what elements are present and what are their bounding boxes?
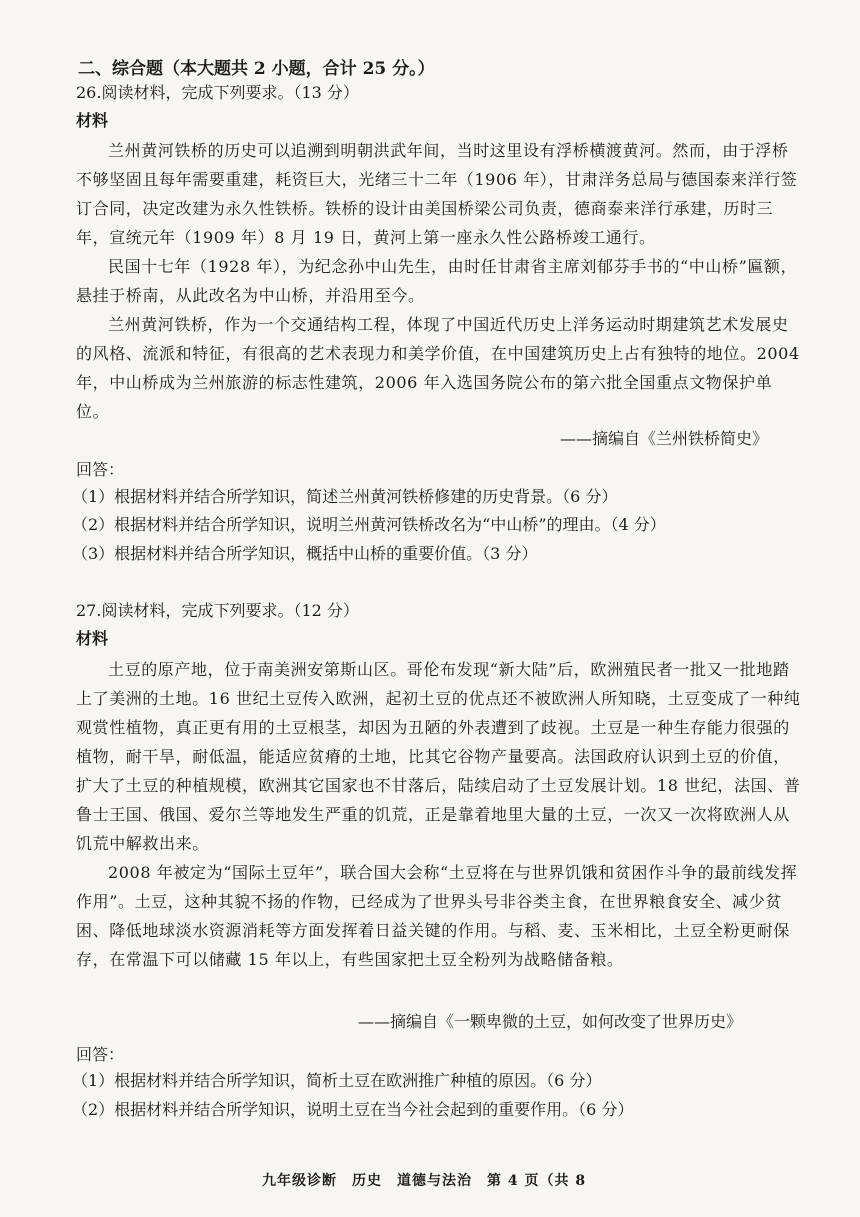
- section-title: 二、综合题（本大题共 2 小题，合计 25 分。）: [78, 59, 435, 79]
- q26-question-2: （2）根据材料并结合所学知识，说明兰州黄河铁桥改名为“中山桥”的理由。（4 分）: [72, 515, 666, 534]
- q27-material: [76, 655, 802, 974]
- q27-answer-label: 回答：: [76, 1045, 125, 1064]
- q26-material: [76, 136, 802, 426]
- q26-question-3: （3）根据材料并结合所学知识，概括中山桥的重要价值。（3 分）: [72, 544, 538, 563]
- q27-material-label: 材料: [76, 629, 109, 648]
- q26-answer-label: 回答：: [76, 460, 125, 479]
- q26-question-1: （1）根据材料并结合所学知识，简述兰州黄河铁桥修建的历史背景。（6 分）: [72, 487, 618, 506]
- q27-question-2: （2）根据材料并结合所学知识，说明土豆在当今社会起到的重要作用。（6 分）: [72, 1100, 634, 1119]
- q27-heading: 27.阅读材料，完成下列要求。（12 分）: [76, 601, 359, 620]
- q26-paragraph-3: 兰州黄河铁桥，作为一个交通结构工程，体现了中国近代历史上洋务运动时期建筑艺术发展史的风格、流派和特征，有很高的艺术表现力和美学价值，在中国建筑历史上占有独特的地位。2004 年，中山桥成为兰州旅游的标志性建筑，2006 年入选国务院公布的第六批全国重点文物保护单位。: [76, 315, 800, 421]
- q27-source: ——摘编自《一颗卑微的土豆，如何改变了世界历史》: [358, 1012, 743, 1031]
- q27-paragraph-2: 2008 年被定为“国际土豆年”，联合国大会称“土豆将在与世界饥饿和贫困作斗争的最前线发挥作用”。土豆，这种其貌不扬的作物，已经成为了世界头号非谷类主食，在世界粮食安全、减少贫困、降低地球淡水资源消耗等方面发挥着日益关键的作用。与稻、麦、玉米相比，土豆全粉更耐保存，在常温下可以储藏 15 年以上，有些国家把土豆全粉列为战略储备粮。: [76, 863, 798, 969]
- q26-paragraph-1: 兰州黄河铁桥的历史可以追溯到明朝洪武年间，当时这里设有浮桥横渡黄河。然而，由于浮桥不够坚固且每年需要重建，耗资巨大，光绪三十二年（1906 年），甘肃洋务总局与德国泰来洋行签订合同，决定改建为永久性铁桥。铁桥的设计由美国桥梁公司负责，德商泰来洋行承建，历时三年，宣统元年（1909 年）8 月 19 日，黄河上第一座永久性公路桥竣工通行。: [76, 141, 798, 247]
- q26-source: ——摘编自《兰州铁桥简史》: [560, 429, 769, 448]
- q26-material-label: 材料: [76, 111, 109, 130]
- q27-question-1: （1）根据材料并结合所学知识，简析土豆在欧洲推广种植的原因。（6 分）: [72, 1071, 602, 1090]
- q27-paragraph-1: 土豆的原产地，位于南美洲安第斯山区。哥伦布发现“新大陆”后，欧洲殖民者一批又一批地踏上了美洲的土地。16 世纪土豆传入欧洲，起初土豆的优点还不被欧洲人所知晓，土豆变成了一种纯观赏性植物，真正更有用的土豆根茎，却因为丑陋的外表遭到了歧视。土豆是一种生存能力很强的植物，耐干旱，耐低温，能适应贫瘠的土地，比其它谷物产量要高。法国政府认识到土豆的价值，扩大了土豆的种植规模，欧洲其它国家也不甘落后，陆续启动了土豆发展计划。18 世纪，法国、普鲁士王国、俄国、爱尔兰等地发生严重的饥荒，正是靠着地里大量的土豆，一次又一次将欧洲人从饥荒中解救出来。: [76, 660, 801, 853]
- page-footer: 九年级诊断 历史 道德与法治 第 4 页（共 8: [262, 1173, 587, 1189]
- q26-heading: 26.阅读材料，完成下列要求。（13 分）: [76, 83, 359, 102]
- q26-paragraph-2: 民国十七年（1928 年），为纪念孙中山先生，由时任甘肃省主席刘郁芬手书的“中山桥”匾额，悬挂于桥南，从此改名为中山桥，并沿用至今。: [76, 257, 798, 305]
